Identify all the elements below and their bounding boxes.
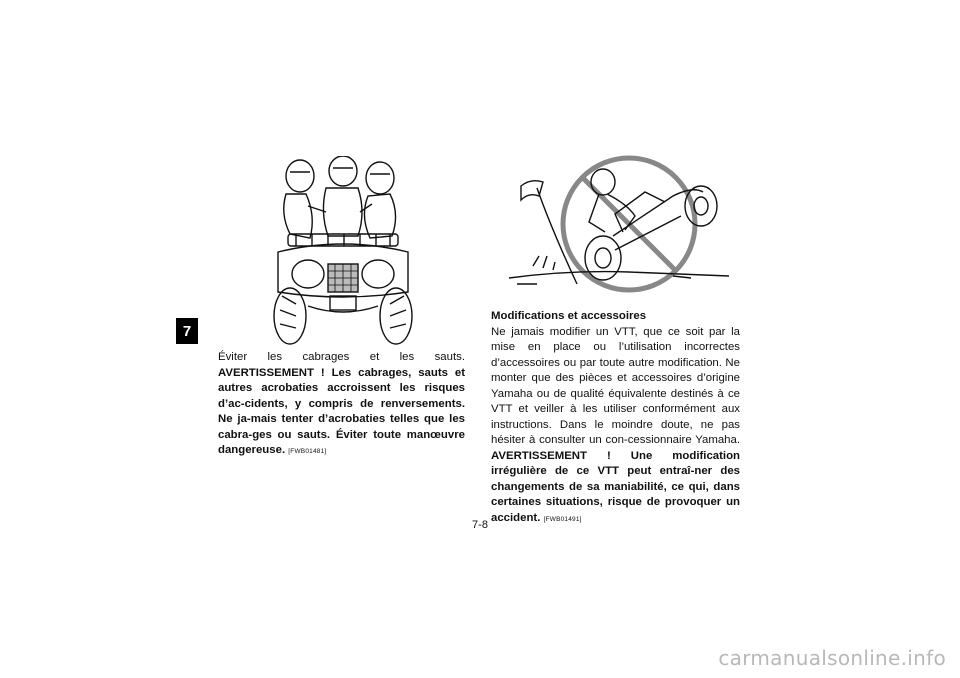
page-number: 7-8 [472,519,488,531]
warning-code: [FWB01491] [543,515,582,523]
intro-text: Éviter les cabrages et les sauts. [218,351,465,363]
section-heading: Modifications et accessoires [491,310,647,322]
chapter-number: 7 [182,322,192,340]
watermark: carmanualsonline.info [718,646,946,670]
body-text: Ne jamais modifier un VTT, que ce soit par la mise en place ou l’utilisation incorrectes d’accessoires ou par toute autre modification. Ne monter que des pièces et accessoires d’origine Yamaha ou de qualité équivalente destinés à ce VTT et veiller à les utiliser conformément aux instructions. Dans le moindre doute, ne pas hésiter à consulter un con-cessionnaire Yamaha. [491,325,740,446]
atv-wheelie-prohibited-illustration [503,150,735,300]
chapter-tab [176,318,198,344]
atv-passengers-illustration [268,156,418,346]
warning-code: [FWB01481] [288,448,327,455]
warning-label: AVERTISSEMENT ! [491,449,611,462]
right-text-column [491,309,740,527]
warning-text: Une modification irrégulière de ce VTT peut entraî-ner des changements de sa maniabilité, ce qui, dans certaines situations, risque de provoquer un accident. [491,449,740,524]
warning-text: Les cabrages, sauts et autres acrobaties accroissent les risques d’ac-cidents, y compris de renversements. Ne ja-mais tenter d’acrobaties telles que les cabra-ges ou sauts. Éviter toute manœuvre dangereuse. [218,366,465,456]
warning-label: AVERTISSEMENT ! [218,366,325,379]
left-text-column [218,350,465,460]
